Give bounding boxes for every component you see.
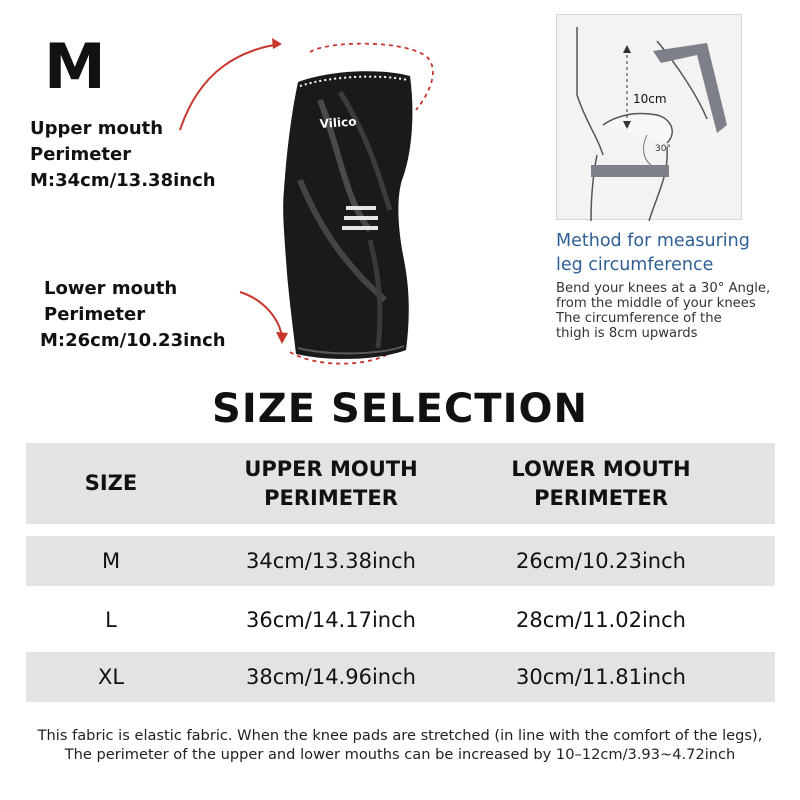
- measure-title-line1: Method for measuring: [556, 231, 750, 251]
- sleeve-band-1: [346, 206, 376, 210]
- size-selection-title: SIZE SELECTION: [212, 386, 588, 432]
- brand-logo: Vilico: [319, 114, 357, 131]
- header-upper-line1: UPPER MOUTH: [244, 456, 418, 481]
- table-row: [26, 652, 775, 702]
- lower-arrow-icon: [240, 292, 282, 338]
- elasticity-footnote: [0, 726, 800, 764]
- header-lower-mouth: [466, 443, 736, 524]
- table-row: [26, 536, 775, 586]
- footnote-line2: The perimeter of the upper and lower mouths can be increased by 10–12cm/3.93~4.72inch: [64, 746, 736, 763]
- measure-10cm-label: 10cm: [633, 92, 667, 106]
- sleeve-band-3: [342, 226, 378, 230]
- measure-desc-line3: The circumference of the: [556, 311, 722, 326]
- size-letter: M: [44, 30, 105, 103]
- measure-title-line2: leg circumference: [556, 255, 714, 275]
- row-size: XL: [97, 665, 125, 689]
- measure-desc-line1: Bend your knees at a 30° Angle,: [556, 281, 771, 296]
- upper-callout-line1: Upper mouth: [30, 118, 164, 139]
- leg-measure-drawing: [557, 15, 743, 221]
- angle-arc-icon: [644, 135, 651, 165]
- measuring-illustration: [556, 14, 742, 220]
- lower-callout-line2: Perimeter: [44, 304, 146, 325]
- table-row: [26, 595, 775, 645]
- lower-callout-line3: M:26cm/10.23inch: [40, 330, 226, 351]
- measure-desc-line2: from the middle of your knees: [556, 296, 756, 311]
- knee-sleeve-illustration: [170, 30, 460, 370]
- sleeve-band-2: [344, 216, 378, 220]
- angle-label: 30°: [655, 144, 671, 154]
- upper-arrow-icon: [180, 44, 280, 130]
- row-upper: 38cm/14.96inch: [246, 665, 416, 689]
- upper-callout-line3: M:34cm/13.38inch: [30, 170, 216, 191]
- size-table-header: [26, 443, 775, 524]
- footnote-line1: This fabric is elastic fabric. When the knee pads are stretched (in line with the comfort of the legs),: [37, 727, 763, 744]
- upper-callout-line2: Perimeter: [30, 144, 132, 165]
- row-size: L: [105, 608, 117, 632]
- header-size: SIZE: [84, 471, 138, 495]
- header-lower-line2: PERIMETER: [534, 485, 668, 510]
- header-upper-mouth: [196, 443, 466, 524]
- header-upper-line2: PERIMETER: [264, 485, 398, 510]
- lower-arrow-head-icon: [276, 332, 288, 344]
- header-lower-line1: LOWER MOUTH: [511, 456, 691, 481]
- row-size: M: [101, 549, 121, 573]
- upper-arrow-head-icon: [272, 38, 282, 49]
- measure-method-title: [556, 229, 750, 277]
- measure-desc-line4: thigh is 8cm upwards: [556, 326, 698, 341]
- tape-lower-icon: [591, 165, 669, 177]
- row-upper: 34cm/13.38inch: [246, 549, 416, 573]
- row-lower: 26cm/10.23inch: [516, 549, 686, 573]
- row-lower: 30cm/11.81inch: [516, 665, 686, 689]
- measure-method-description: [556, 281, 770, 341]
- row-upper: 36cm/14.17inch: [246, 608, 416, 632]
- row-lower: 28cm/11.02inch: [516, 608, 686, 632]
- lower-callout-line1: Lower mouth: [44, 278, 178, 299]
